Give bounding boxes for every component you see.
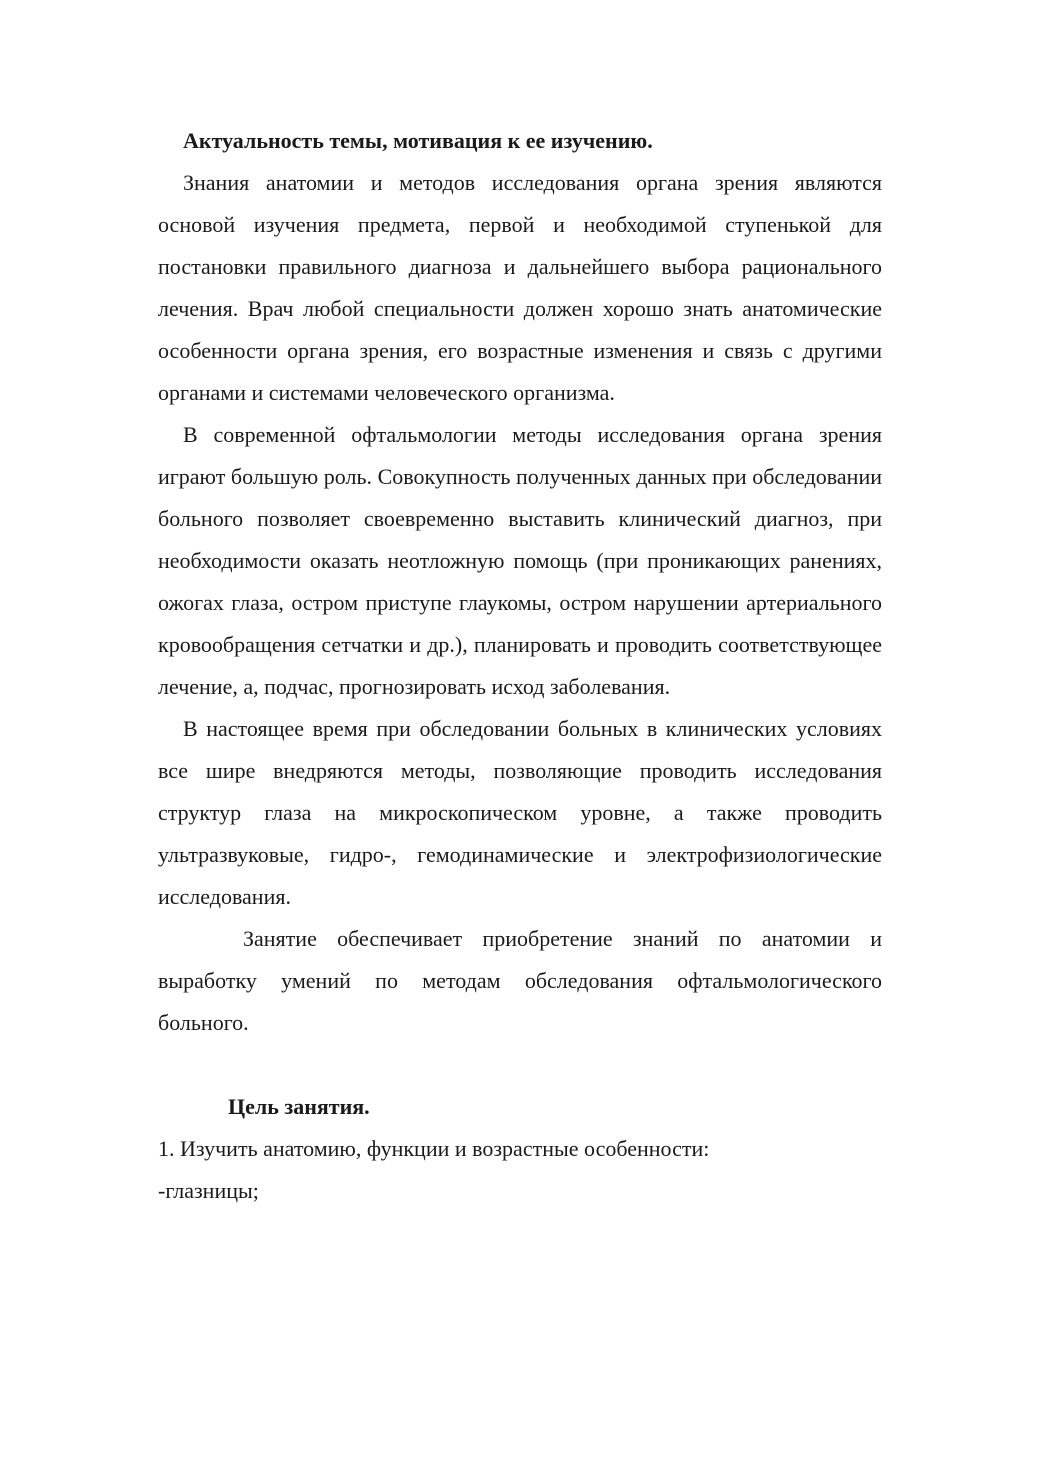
section-heading-relevance: Актуальность темы, мотивация к ее изучению. [183,128,653,153]
paragraph-modern-ophthalmology: В современной офтальмологии методы исследования органа зрения играют большую роль. Совокупность полученных данных при обследовании больного позволяет своевременно выставить клинический диагноз, при необходимости оказать неотложную помощь (при проникающих ранениях, ожогах глаза, остром приступе глаукомы, остром нарушении артериального кровообращения сетчатки и др.), планировать и проводить соответствующее лечение, а, подчас, прогнозировать исход заболевания. [158,422,882,699]
paragraph-lesson-provides: Занятие обеспечивает приобретение знаний по анатомии и выработку умений по методам обследования офтальмологического больного. [158,926,882,1035]
paragraph-anatomy-knowledge: Знания анатомии и методов исследования органа зрения являются основой изучения предмета, первой и необходимой ступенькой для постановки правильного диагноза и дальнейшего выбора рационального лечения. Врач любой специальности должен хорошо знать анатомические особенности органа зрения, его возрастные изменения и связь с другими органами и системами человеческого организма. [158,170,882,405]
paragraph-current-methods: В настоящее время при обследовании больных в клинических условиях все шире внедряются методы, позволяющие проводить исследования структур глаза на микроскопическом уровне, а также проводить ультразвуковые, гидро-, гемодинамические и электрофизиологические исследования. [158,716,882,909]
section-heading-goal: Цель занятия. [228,1094,370,1119]
section-spacer [158,1044,882,1086]
document-body [158,120,882,1212]
goal-subitem: -глазницы; [158,1178,259,1203]
goal-item: 1. Изучить анатомию, функции и возрастные особенности: [158,1136,710,1161]
